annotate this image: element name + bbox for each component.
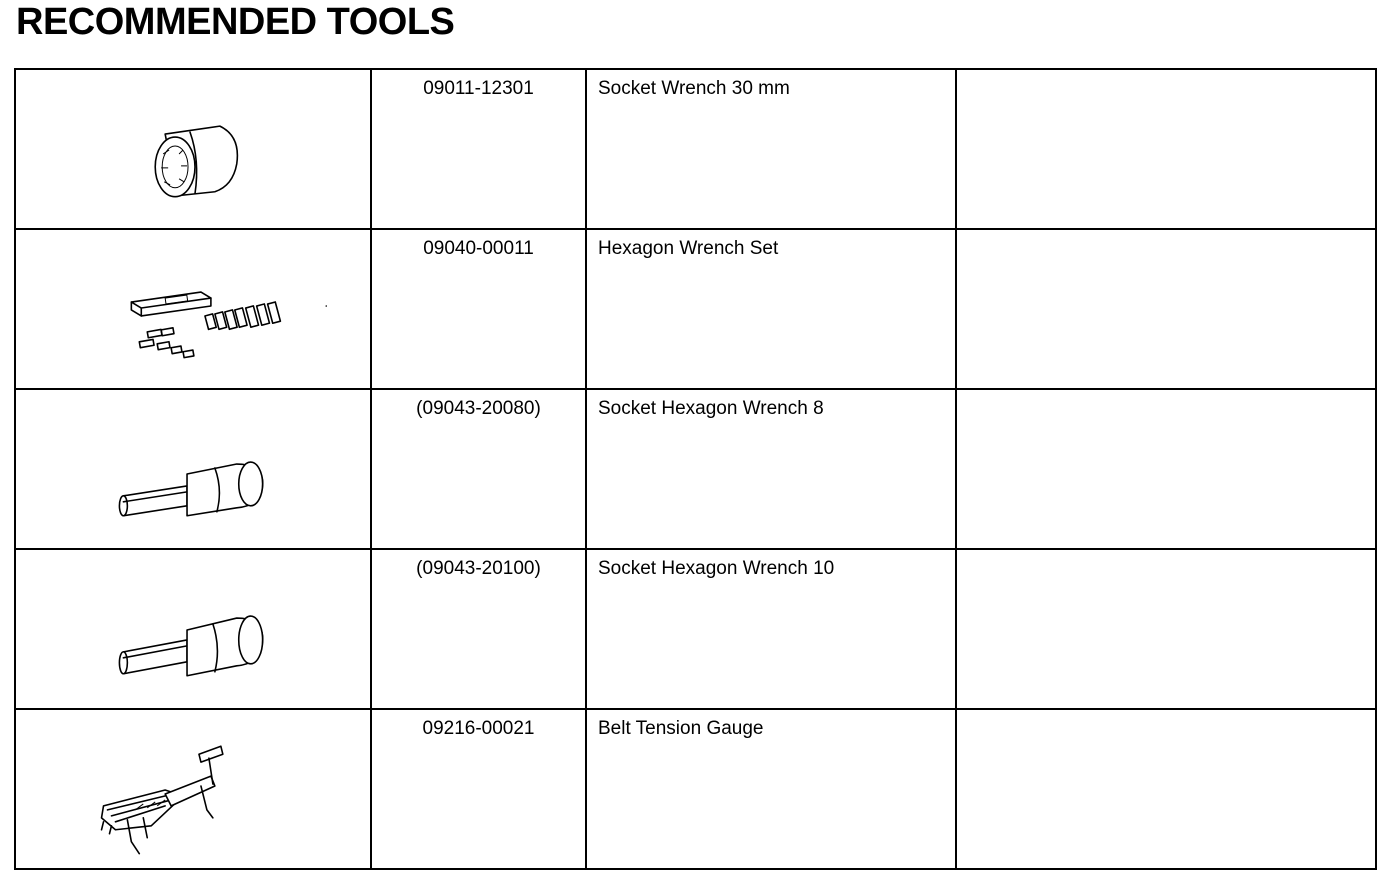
tool-illustration-cell	[15, 389, 371, 549]
table-row	[15, 229, 1376, 389]
tool-note	[956, 389, 1376, 549]
tool-illustration-cell	[15, 549, 371, 709]
part-number: 09216-00021	[371, 709, 586, 869]
tool-illustration-cell	[15, 709, 371, 869]
hexagon-wrench-set-icon	[16, 230, 370, 388]
part-number: (09043-20080)	[371, 389, 586, 549]
tool-name: Socket Hexagon Wrench 10	[586, 549, 956, 709]
tool-illustration-cell	[15, 69, 371, 229]
table-row	[15, 709, 1376, 869]
socket-wrench-icon	[16, 70, 370, 228]
tool-name: Socket Hexagon Wrench 8	[586, 389, 956, 549]
tool-name: Socket Wrench 30 mm	[586, 69, 956, 229]
tool-name: Belt Tension Gauge	[586, 709, 956, 869]
part-number: 09011-12301	[371, 69, 586, 229]
tool-note	[956, 709, 1376, 869]
table-row	[15, 69, 1376, 229]
page-title: RECOMMENDED TOOLS	[16, 1, 455, 43]
belt-tension-gauge-icon	[16, 710, 370, 868]
tools-table	[14, 68, 1377, 870]
tool-note	[956, 549, 1376, 709]
tool-name: Hexagon Wrench Set	[586, 229, 956, 389]
part-number: (09043-20100)	[371, 549, 586, 709]
socket-hexagon-wrench-icon	[16, 550, 370, 708]
part-number: 09040-00011	[371, 229, 586, 389]
table-row	[15, 389, 1376, 549]
table-row	[15, 549, 1376, 709]
socket-hexagon-wrench-icon	[16, 390, 370, 548]
tool-illustration-cell	[15, 229, 371, 389]
tool-note	[956, 229, 1376, 389]
tool-note	[956, 69, 1376, 229]
